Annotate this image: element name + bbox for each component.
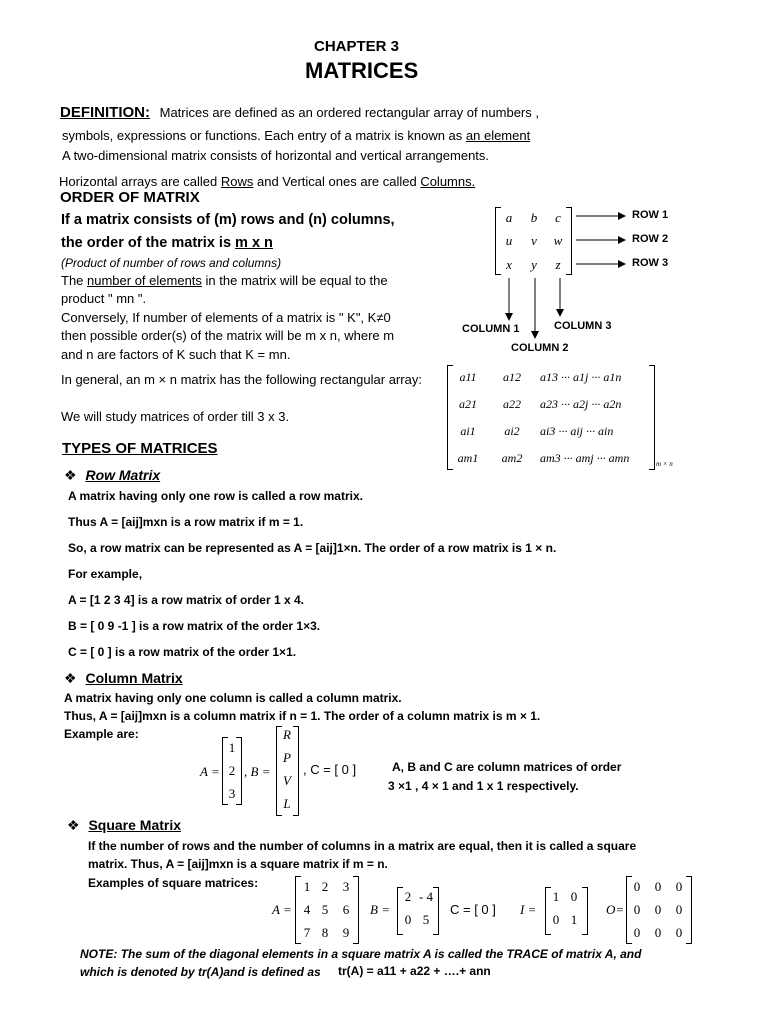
- trace-formula: tr(A) = a11 + a22 + ….+ ann: [338, 964, 491, 978]
- square-i-cell: 0: [552, 912, 560, 927]
- column-text-3: Example are:: [64, 727, 139, 741]
- row-text-1: A matrix having only one row is called a row matrix.: [68, 489, 363, 503]
- square-matrix-title: Square Matrix: [88, 817, 182, 833]
- definition-text-2: symbols, expressions or functions. Each entry of a matrix is known as: [62, 128, 466, 143]
- square-o-cell: 0: [675, 902, 683, 917]
- general-cell: ai2: [504, 424, 520, 438]
- row-matrix-title: Row Matrix: [85, 467, 161, 483]
- diagram-cell: y: [531, 257, 537, 272]
- general-cell: a21: [459, 397, 477, 411]
- definition-text-4a: Horizontal arrays are called: [59, 174, 221, 189]
- column-a-cell: 2: [228, 763, 236, 778]
- square-a-label: A =: [272, 902, 292, 917]
- column-text-1: A matrix having only one column is called a column matrix.: [64, 691, 402, 705]
- square-c-matrix: C = [ 0 ]: [450, 902, 496, 917]
- square-i-cell: 1: [570, 912, 578, 927]
- row-text-2: Thus A = [aij]mxn is a row matrix if m = 1.: [68, 515, 304, 529]
- order-note: (Product of number of rows and columns): [61, 256, 282, 270]
- general-cell: a11: [459, 370, 477, 384]
- square-o-right-bracket: [686, 876, 692, 944]
- number-of-elements-term: number of elements: [87, 273, 202, 288]
- columns-term: Columns.: [420, 174, 476, 189]
- diagram-left-bracket: [495, 207, 501, 275]
- square-a-cell: 8: [321, 925, 329, 940]
- row-3-label: ROW 3: [632, 257, 669, 269]
- diagram-cell: u: [505, 233, 513, 248]
- rows-term: Rows: [220, 174, 254, 189]
- square-o-label: O=: [606, 902, 625, 917]
- square-text-2: matrix. Thus, A = [aij]mxn is a square matrix if m = n.: [88, 857, 388, 871]
- general-cell: am3 ··· amj ··· amn: [540, 451, 630, 465]
- square-a-cell: 4: [303, 902, 311, 917]
- column-desc-1: A, B and C are column matrices of order: [392, 760, 622, 774]
- column-b-cell: V: [283, 773, 291, 788]
- square-i-right-bracket: [582, 887, 588, 935]
- diagram-cell: v: [531, 233, 537, 248]
- general-right-bracket: [649, 365, 655, 470]
- order-text-3b: in the matrix will be equal to the: [201, 273, 388, 288]
- square-a-cell: 6: [342, 902, 350, 917]
- square-matrix-heading: [67, 817, 181, 834]
- definition-text-4b: and Vertical ones are called: [253, 174, 421, 189]
- column-b-cell: P: [283, 750, 291, 765]
- column-text-2: Thus, A = [aij]mxn is a column matrix if n = 1. The order of a column matrix is m × 1.: [64, 709, 541, 723]
- general-cell: am2: [501, 451, 523, 465]
- column-b-label: , B =: [244, 764, 271, 779]
- square-o-cell: 0: [633, 925, 641, 940]
- page-title: MATRICES: [305, 58, 419, 83]
- row-1-label: ROW 1: [632, 209, 669, 221]
- square-b-label: B =: [370, 902, 390, 917]
- row-matrix-heading: [64, 467, 160, 484]
- bullet-icon: ❖: [67, 817, 80, 833]
- square-o-cell: 0: [654, 879, 662, 894]
- row-text-4: For example,: [68, 567, 143, 581]
- general-cell: a12: [503, 370, 521, 384]
- square-a-cell: 1: [303, 879, 311, 894]
- order-line-7: and n are factors of K such that K = mn.: [61, 347, 291, 362]
- square-a-cell: 7: [303, 925, 311, 940]
- column-b-cell: R: [283, 727, 291, 742]
- column-c-matrix: , C = [ 0 ]: [303, 762, 357, 777]
- column-b-cell: L: [283, 796, 291, 811]
- column-matrix-heading: [64, 670, 183, 687]
- trace-note-1: NOTE: The sum of the diagonal elements in a square matrix A is called the TRACE of matrix A, and: [80, 947, 642, 961]
- square-b-cell: 0: [404, 912, 412, 927]
- column-2-label: COLUMN 2: [511, 342, 569, 354]
- row-text-5: A = [1 2 3 4] is a row matrix of order 1 x 4.: [68, 593, 304, 607]
- general-order-subscript: m × n: [656, 460, 673, 468]
- general-cell: a23 ··· a2j ··· a2n: [540, 397, 622, 411]
- general-cell: a13 ··· a1j ··· a1n: [540, 370, 622, 384]
- square-o-cell: 0: [654, 925, 662, 940]
- square-i-label: I =: [520, 902, 537, 917]
- square-o-cell: 0: [633, 902, 641, 917]
- bullet-icon: ❖: [64, 670, 77, 686]
- column-1-label: COLUMN 1: [462, 323, 520, 335]
- square-text-3: Examples of square matrices:: [88, 876, 259, 890]
- column-a-label: A =: [200, 764, 220, 779]
- square-i-cell: 1: [552, 889, 560, 904]
- general-cell: am1: [457, 451, 479, 465]
- study-text: We will study matrices of order till 3 x 3.: [61, 409, 290, 424]
- bullet-icon: ❖: [64, 467, 77, 483]
- definition-line-2: [62, 128, 530, 143]
- square-b-cell: - 4: [418, 889, 434, 904]
- square-i-cell: 0: [570, 889, 578, 904]
- types-heading: TYPES OF MATRICES: [62, 440, 218, 457]
- order-line-1: If a matrix consists of (m) rows and (n) columns,: [61, 212, 395, 228]
- diagram-right-bracket: [566, 207, 572, 275]
- general-cell: ai3 ··· aij ··· ain: [540, 424, 614, 438]
- square-o-cell: 0: [675, 925, 683, 940]
- definition-line-4: [59, 174, 475, 189]
- definition-label: DEFINITION:: [60, 104, 150, 121]
- diagram-cell: c: [555, 210, 561, 225]
- order-line-5: Conversely, If number of elements of a matrix is " K", K≠0: [61, 310, 391, 325]
- order-line-2: [61, 235, 273, 251]
- order-line-3: [61, 273, 388, 288]
- definition-line-1: [60, 104, 539, 121]
- order-text-2: the order of the matrix is: [61, 235, 236, 251]
- diagram-cell: a: [505, 210, 513, 225]
- diagram-cell: z: [555, 257, 561, 272]
- row-2-label: ROW 2: [632, 233, 669, 245]
- definition-line-3: A two-dimensional matrix consists of horizontal and vertical arrangements.: [62, 148, 490, 163]
- square-text-1: If the number of rows and the number of columns in a matrix are equal, then it is called a square: [88, 839, 637, 853]
- square-o-cell: 0: [675, 879, 683, 894]
- element-term: an element: [465, 128, 531, 143]
- column-a-cell: 1: [228, 740, 236, 755]
- general-text: In general, an m × n matrix has the following rectangular array:: [61, 372, 422, 387]
- chapter-label: CHAPTER 3: [314, 38, 400, 55]
- order-line-6: then possible order(s) of the matrix will be m x n, where m: [61, 328, 395, 343]
- diagram-cell: x: [506, 257, 512, 272]
- square-b-cell: 5: [422, 912, 430, 927]
- diagram-cell: b: [530, 210, 538, 225]
- square-b-cell: 2: [404, 889, 412, 904]
- row-text-6: B = [ 0 9 -1 ] is a row matrix of the order 1×3.: [68, 619, 321, 633]
- definition-text-1: Matrices are defined as an ordered rectangular array of numbers ,: [159, 105, 539, 120]
- order-heading: ORDER OF MATRIX: [60, 189, 200, 206]
- square-a-cell: 3: [342, 879, 350, 894]
- trace-note-2: which is denoted by tr(A)and is defined as: [80, 965, 321, 979]
- square-a-cell: 5: [321, 902, 329, 917]
- order-text-3a: The: [61, 273, 88, 288]
- order-mxn: m x n: [235, 235, 273, 251]
- column-desc-2: 3 ×1 , 4 × 1 and 1 x 1 respectively.: [388, 779, 579, 793]
- column-3-label: COLUMN 3: [554, 320, 612, 332]
- column-matrix-title: Column Matrix: [85, 670, 183, 686]
- general-cell: ai1: [460, 424, 476, 438]
- order-line-4: product " mn ".: [61, 291, 147, 306]
- square-a-right-bracket: [353, 876, 359, 944]
- general-cell: a22: [503, 397, 521, 411]
- column-a-cell: 3: [228, 786, 236, 801]
- square-a-cell: 2: [321, 879, 329, 894]
- square-o-cell: 0: [654, 902, 662, 917]
- diagram-cell: w: [553, 233, 563, 248]
- row-text-7: C = [ 0 ] is a row matrix of the order 1×1.: [68, 645, 297, 659]
- general-left-bracket: [447, 365, 453, 470]
- square-a-cell: 9: [342, 925, 350, 940]
- row-text-3: So, a row matrix can be represented as A = [aij]1×n. The order of a row matrix is 1 × n.: [68, 541, 557, 555]
- square-o-cell: 0: [633, 879, 641, 894]
